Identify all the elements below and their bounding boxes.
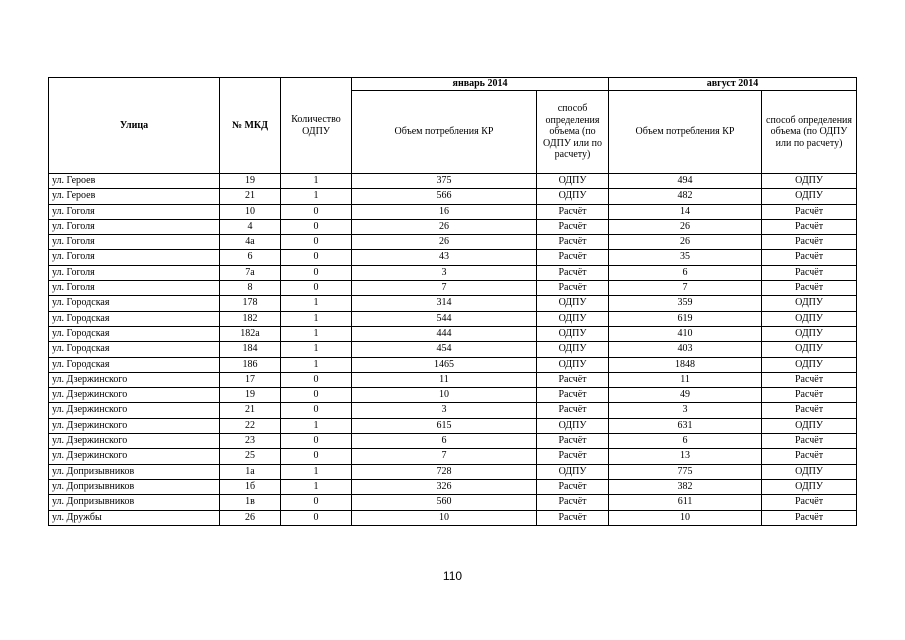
- cell-volume-august: 49: [609, 388, 762, 403]
- cell-street: ул. Городская: [49, 342, 220, 357]
- cell-volume-august: 410: [609, 326, 762, 341]
- cell-street: ул. Дзержинского: [49, 388, 220, 403]
- cell-volume-august: 26: [609, 219, 762, 234]
- cell-volume-august: 482: [609, 189, 762, 204]
- cell-odpu-count: 0: [281, 388, 352, 403]
- cell-method-january: Расчёт: [537, 388, 609, 403]
- cell-mkd: 17: [220, 372, 281, 387]
- cell-odpu-count: 1: [281, 464, 352, 479]
- cell-street: ул. Гоголя: [49, 235, 220, 250]
- table-row: [49, 372, 857, 387]
- cell-volume-august: 494: [609, 174, 762, 189]
- cell-method-january: ОДПУ: [537, 174, 609, 189]
- cell-odpu-count: 1: [281, 311, 352, 326]
- cell-odpu-count: 0: [281, 204, 352, 219]
- cell-mkd: 10: [220, 204, 281, 219]
- cell-method-august: Расчёт: [762, 434, 857, 449]
- page-number: 110: [442, 569, 463, 583]
- cell-method-august: Расчёт: [762, 403, 857, 418]
- table-row: [49, 204, 857, 219]
- cell-method-august: ОДПУ: [762, 189, 857, 204]
- cell-street: ул. Городская: [49, 326, 220, 341]
- cell-odpu-count: 0: [281, 510, 352, 525]
- cell-street: ул. Героев: [49, 189, 220, 204]
- cell-volume-january: 26: [352, 219, 537, 234]
- cell-volume-january: 1465: [352, 357, 537, 372]
- cell-volume-august: 619: [609, 311, 762, 326]
- cell-mkd: 19: [220, 174, 281, 189]
- table-row: [49, 449, 857, 464]
- table-row: [49, 418, 857, 433]
- table-row: [49, 403, 857, 418]
- cell-volume-january: 375: [352, 174, 537, 189]
- cell-method-august: Расчёт: [762, 265, 857, 280]
- cell-mkd: 4а: [220, 235, 281, 250]
- cell-street: ул. Допризывников: [49, 495, 220, 510]
- cell-volume-january: 3: [352, 265, 537, 280]
- cell-mkd: 6: [220, 250, 281, 265]
- cell-mkd: 19: [220, 388, 281, 403]
- cell-odpu-count: 1: [281, 357, 352, 372]
- cell-mkd: 1б: [220, 479, 281, 494]
- cell-volume-january: 560: [352, 495, 537, 510]
- table-row: [49, 189, 857, 204]
- cell-method-august: Расчёт: [762, 372, 857, 387]
- header-mkd: № МКД: [220, 78, 281, 174]
- cell-odpu-count: 0: [281, 403, 352, 418]
- cell-volume-january: 16: [352, 204, 537, 219]
- cell-volume-january: 444: [352, 326, 537, 341]
- cell-method-january: Расчёт: [537, 219, 609, 234]
- cell-method-august: ОДПУ: [762, 418, 857, 433]
- cell-odpu-count: 0: [281, 495, 352, 510]
- cell-method-august: Расчёт: [762, 235, 857, 250]
- cell-odpu-count: 1: [281, 189, 352, 204]
- cell-mkd: 186: [220, 357, 281, 372]
- table-row: [49, 388, 857, 403]
- cell-odpu-count: 0: [281, 250, 352, 265]
- cell-method-january: Расчёт: [537, 510, 609, 525]
- cell-method-august: ОДПУ: [762, 296, 857, 311]
- cell-street: ул. Гоголя: [49, 219, 220, 234]
- cell-method-august: Расчёт: [762, 495, 857, 510]
- cell-street: ул. Гоголя: [49, 250, 220, 265]
- cell-volume-august: 6: [609, 434, 762, 449]
- cell-mkd: 23: [220, 434, 281, 449]
- cell-street: ул. Дзержинского: [49, 372, 220, 387]
- cell-odpu-count: 0: [281, 265, 352, 280]
- header-method-january: способ определения объема (по ОДПУ или по расчету): [537, 91, 609, 174]
- cell-method-january: ОДПУ: [537, 464, 609, 479]
- cell-odpu-count: 1: [281, 326, 352, 341]
- table-row: [49, 357, 857, 372]
- table-row: [49, 342, 857, 357]
- table-row: [49, 296, 857, 311]
- cell-method-january: ОДПУ: [537, 357, 609, 372]
- cell-street: ул. Гоголя: [49, 281, 220, 296]
- cell-method-august: ОДПУ: [762, 311, 857, 326]
- cell-odpu-count: 1: [281, 174, 352, 189]
- cell-mkd: 178: [220, 296, 281, 311]
- cell-volume-august: 6: [609, 265, 762, 280]
- table-row: [49, 510, 857, 525]
- table-row: [49, 434, 857, 449]
- cell-volume-january: 454: [352, 342, 537, 357]
- cell-volume-august: 14: [609, 204, 762, 219]
- cell-mkd: 1в: [220, 495, 281, 510]
- cell-volume-august: 13: [609, 449, 762, 464]
- table-row: [49, 174, 857, 189]
- cell-method-august: Расчёт: [762, 510, 857, 525]
- table-row: [49, 495, 857, 510]
- header-period-august: август 2014: [609, 78, 857, 91]
- cell-method-january: ОДПУ: [537, 189, 609, 204]
- cell-method-january: Расчёт: [537, 372, 609, 387]
- cell-method-january: ОДПУ: [537, 418, 609, 433]
- cell-method-august: Расчёт: [762, 281, 857, 296]
- cell-mkd: 1а: [220, 464, 281, 479]
- cell-street: ул. Дзержинского: [49, 449, 220, 464]
- cell-street: ул. Героев: [49, 174, 220, 189]
- cell-method-january: ОДПУ: [537, 311, 609, 326]
- cell-mkd: 8: [220, 281, 281, 296]
- cell-method-january: ОДПУ: [537, 342, 609, 357]
- cell-method-january: Расчёт: [537, 449, 609, 464]
- cell-odpu-count: 0: [281, 372, 352, 387]
- cell-street: ул. Дзержинского: [49, 418, 220, 433]
- cell-method-january: Расчёт: [537, 495, 609, 510]
- cell-volume-august: 611: [609, 495, 762, 510]
- header-period-january: январь 2014: [352, 78, 609, 91]
- cell-volume-august: 7: [609, 281, 762, 296]
- cell-odpu-count: 0: [281, 235, 352, 250]
- table-row: [49, 464, 857, 479]
- cell-volume-january: 615: [352, 418, 537, 433]
- cell-volume-august: 10: [609, 510, 762, 525]
- cell-volume-january: 314: [352, 296, 537, 311]
- cell-method-august: ОДПУ: [762, 342, 857, 357]
- header-method-august: способ определения объема (по ОДПУ или по расчету): [762, 91, 857, 174]
- cell-street: ул. Гоголя: [49, 265, 220, 280]
- cell-mkd: 21: [220, 403, 281, 418]
- table-row: [49, 326, 857, 341]
- cell-volume-january: 326: [352, 479, 537, 494]
- cell-method-august: Расчёт: [762, 250, 857, 265]
- cell-volume-january: 728: [352, 464, 537, 479]
- cell-mkd: 184: [220, 342, 281, 357]
- cell-odpu-count: 1: [281, 296, 352, 311]
- cell-method-january: Расчёт: [537, 265, 609, 280]
- cell-odpu-count: 0: [281, 219, 352, 234]
- cell-volume-january: 10: [352, 388, 537, 403]
- cell-mkd: 21: [220, 189, 281, 204]
- cell-method-january: Расчёт: [537, 250, 609, 265]
- table-row: [49, 479, 857, 494]
- cell-volume-august: 11: [609, 372, 762, 387]
- cell-method-august: ОДПУ: [762, 174, 857, 189]
- cell-volume-january: 7: [352, 449, 537, 464]
- cell-volume-august: 403: [609, 342, 762, 357]
- cell-volume-august: 631: [609, 418, 762, 433]
- cell-street: ул. Городская: [49, 357, 220, 372]
- cell-odpu-count: 1: [281, 479, 352, 494]
- table-header: [49, 78, 857, 174]
- header-volume-january: Объем потребления КР: [352, 91, 537, 174]
- table-row: [49, 311, 857, 326]
- cell-mkd: 182: [220, 311, 281, 326]
- cell-mkd: 26: [220, 510, 281, 525]
- cell-volume-august: 1848: [609, 357, 762, 372]
- cell-odpu-count: 0: [281, 449, 352, 464]
- table-row: [49, 235, 857, 250]
- table-row: [49, 281, 857, 296]
- cell-odpu-count: 1: [281, 418, 352, 433]
- cell-odpu-count: 0: [281, 281, 352, 296]
- cell-volume-january: 26: [352, 235, 537, 250]
- consumption-table: [48, 77, 857, 526]
- cell-street: ул. Дзержинского: [49, 403, 220, 418]
- cell-volume-january: 6: [352, 434, 537, 449]
- cell-method-january: Расчёт: [537, 434, 609, 449]
- cell-method-august: Расчёт: [762, 388, 857, 403]
- cell-volume-august: 775: [609, 464, 762, 479]
- cell-mkd: 7а: [220, 265, 281, 280]
- table-row: [49, 219, 857, 234]
- cell-method-august: ОДПУ: [762, 464, 857, 479]
- cell-street: ул. Допризывников: [49, 479, 220, 494]
- cell-street: ул. Городская: [49, 311, 220, 326]
- header-volume-august: Объем потребления КР: [609, 91, 762, 174]
- cell-street: ул. Дзержинского: [49, 434, 220, 449]
- cell-mkd: 25: [220, 449, 281, 464]
- cell-volume-january: 566: [352, 189, 537, 204]
- cell-method-august: ОДПУ: [762, 479, 857, 494]
- cell-volume-august: 35: [609, 250, 762, 265]
- cell-method-august: ОДПУ: [762, 357, 857, 372]
- cell-method-january: ОДПУ: [537, 296, 609, 311]
- cell-method-august: ОДПУ: [762, 326, 857, 341]
- cell-mkd: 4: [220, 219, 281, 234]
- cell-mkd: 182а: [220, 326, 281, 341]
- cell-method-january: Расчёт: [537, 204, 609, 219]
- cell-method-january: Расчёт: [537, 235, 609, 250]
- cell-method-january: Расчёт: [537, 403, 609, 418]
- cell-volume-january: 10: [352, 510, 537, 525]
- header-odpu-count: Количество ОДПУ: [281, 78, 352, 174]
- cell-mkd: 22: [220, 418, 281, 433]
- cell-volume-august: 26: [609, 235, 762, 250]
- cell-method-august: Расчёт: [762, 204, 857, 219]
- cell-odpu-count: 0: [281, 434, 352, 449]
- cell-volume-august: 359: [609, 296, 762, 311]
- header-street: Улица: [49, 78, 220, 174]
- cell-volume-january: 11: [352, 372, 537, 387]
- cell-volume-january: 3: [352, 403, 537, 418]
- cell-street: ул. Дружбы: [49, 510, 220, 525]
- cell-method-january: Расчёт: [537, 281, 609, 296]
- cell-volume-august: 382: [609, 479, 762, 494]
- cell-volume-january: 544: [352, 311, 537, 326]
- cell-method-january: Расчёт: [537, 479, 609, 494]
- cell-street: ул. Городская: [49, 296, 220, 311]
- cell-odpu-count: 1: [281, 342, 352, 357]
- cell-method-august: Расчёт: [762, 219, 857, 234]
- table-body: [49, 174, 857, 526]
- table-row: [49, 250, 857, 265]
- cell-street: ул. Допризывников: [49, 464, 220, 479]
- cell-volume-august: 3: [609, 403, 762, 418]
- table-row: [49, 265, 857, 280]
- cell-volume-january: 43: [352, 250, 537, 265]
- cell-method-january: ОДПУ: [537, 326, 609, 341]
- cell-method-august: Расчёт: [762, 449, 857, 464]
- cell-volume-january: 7: [352, 281, 537, 296]
- cell-street: ул. Гоголя: [49, 204, 220, 219]
